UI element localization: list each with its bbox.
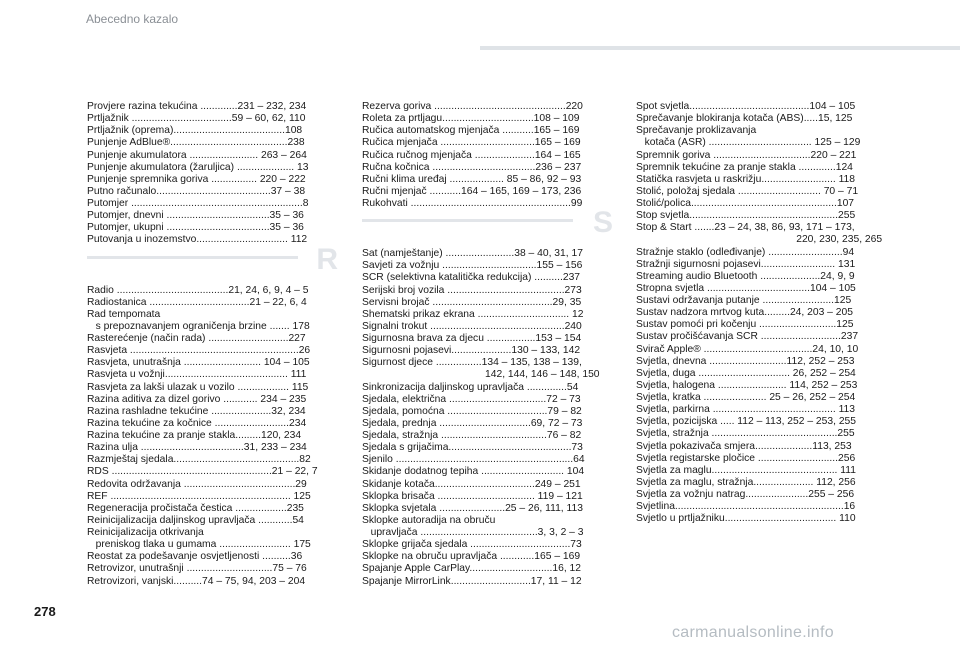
index-entry: Roleta za prtljagu................................108 – 109 (362, 113, 580, 125)
index-entry: Sigurnosna brava za djecu .................153 – 154 (362, 333, 582, 344)
index-entry: Sat (namještanje) ........................38 – 40, 31, 17 (362, 248, 583, 260)
index-entry: Stop svjetla....................................................255 (636, 210, 856, 222)
index-entry: Retrovizori, vanjski..........74 – 75, 94, 203 – 204 (87, 575, 306, 587)
index-entry: Rasvjeta, unutrašnja ........................... 104 – 105 (87, 357, 310, 369)
index-entry: Ručica ručnog mjenjača .....................164 – 165 (362, 149, 581, 161)
index-column-1 (87, 101, 342, 588)
index-entry: Svjetlina...........................................................16 (636, 501, 856, 513)
index-entry: Sjedala, prednja ................................69, 72 – 73 (362, 417, 583, 429)
index-column-3 (636, 101, 891, 525)
index-entry: Svjetla za maglu............................................ 111 (636, 464, 856, 476)
index-entry: Svjetla, duga ................................ 26, 252 – 254 (636, 367, 856, 379)
index-entry: Sklopke autoradija na obruču upravljača .........................................3, 3, 2 – 3 (362, 514, 584, 538)
index-entry: Svjetla, kratka ...................... 25 – 26, 252 – 254 (636, 392, 856, 403)
index-entry: Punjenje spremnika goriva ................ 220 – 222 (87, 173, 306, 185)
index-entry: Statička rasvjeta u raskrižju.......................... 118 (636, 173, 855, 185)
index-entry: Sjenilo ..............................................................64 (362, 454, 585, 466)
index-entry: Rukohvati ........................................................99 (362, 198, 583, 209)
index-entry: Reostat za podešavanje osvjetljenosti ..........36 (87, 551, 303, 563)
index-entry: Punjenje AdBlue®.........................................238 (87, 137, 305, 149)
index-entry: Rasterećenje (način rada) ............................227 (87, 333, 306, 344)
index-entry: Rasvjeta za lakši ulazak u vozilo .................. 115 (87, 381, 309, 393)
index-entry: Sustav pročišćavanja SCR ............................237 (636, 331, 859, 343)
index-entry: Svjetla registarske pločice ............................256 (636, 452, 856, 464)
index-entry: Putomjer, ukupni ....................................35 – 36 (87, 222, 304, 234)
index-entry: Rasvjeta ...........................................................26 (87, 345, 311, 357)
index-entry: Streaming audio Bluetooth .....................24, 9, 9 (636, 270, 855, 282)
section-letter: S (592, 206, 613, 240)
index-entry: Signalni trokut ...............................................240 (362, 320, 582, 332)
index-entry: Radiostanica ...................................21 – 22, 6, 4 (87, 296, 307, 308)
index-entry: Svjetla, dnevna ...........................112, 252 – 253 (636, 355, 855, 367)
index-entry: Serijski broj vozila .........................................273 (362, 284, 582, 296)
index-entry: Stop & Start .......23 – 24, 38, 86, 93, 171 – 173, 220, 230, 235, 265 (636, 222, 883, 246)
index-entry: Svjetlo u prtljažniku....................................... 110 (636, 513, 856, 525)
index-entry: Rezerva goriva ..............................................220 (362, 101, 583, 112)
index-entry: Sklopke grijača sjedala ...................................73 (362, 539, 582, 551)
index-entry: Svjetla, stražnja ............................................255 (636, 428, 855, 440)
index-entry: Razina aditiva za dizel gorivo ............ 234 – 235 (87, 393, 307, 405)
index-entry: Skidanje kotača...................................249 – 251 (362, 478, 581, 490)
letter-divider (362, 206, 617, 248)
index-entry: Punjenje akumulatora (žaruljica) .................... 13 (87, 161, 309, 173)
index-entry: Spremnik tekućine za pranje stakla .............124 (636, 161, 853, 173)
index-entry: Razina rashladne tekućine .....................32, 234 (87, 405, 306, 417)
index-entry: REF ............................................................... 125 (87, 490, 311, 502)
watermark: carmanualsonline.info (672, 624, 834, 641)
index-entry: Sklopke na obruču upravljača ............165 – 169 (362, 551, 581, 563)
index-entry: Sigurnost djece ................134 – 135, 138 – 139, 142, 144, 146 – 148, 150 (362, 357, 600, 381)
index-entry: Stražnje staklo (odleđivanje) ..........................94 (636, 246, 855, 258)
index-entry: Ručica automatskog mjenjača ...........165 – 169 (362, 125, 580, 137)
section-title: Abecedno kazalo (86, 12, 179, 26)
index-entry: Spot svjetla..........................................104 – 105 (636, 101, 856, 112)
index-entry: Svjetla za maglu, stražnja..................... 112, 256 (636, 476, 856, 488)
letter-divider (87, 242, 342, 285)
index-entry: Ručica mjenjača .................................165 – 169 (362, 137, 581, 149)
index-entry: Provjere razina tekućina .............231 – 232, 234 (87, 101, 307, 112)
index-entry: Svirač Apple® ......................................24, 10, 10 (636, 343, 859, 355)
index-entry: Prtljažnik ...................................59 – 60, 62, 110 (87, 113, 306, 125)
index-entry: Spajanje MirrorLink............................17, 11 – 12 (362, 575, 582, 587)
index-entry: Servisni brojač ..........................................29, 35 (362, 296, 582, 308)
index-entry: Sjedala, električna ..................................72 – 73 (362, 393, 581, 405)
index-entry: Regeneracija pročistača čestica ..................235 (87, 502, 304, 514)
index-entry: Stolić, položaj sjedala ............................. 70 – 71 (636, 185, 859, 197)
index-entry: Svjetla, parkirna ........................................... 113 (636, 404, 855, 416)
index-entry: Rad tempomata s prepoznavanjem ograničenja brzine ....... 178 (87, 308, 310, 332)
index-entry: Spremnik goriva ..................................220 – 221 (636, 149, 857, 161)
index-entry: Skidanje dodatnog tepiha ............................. 104 (362, 466, 585, 478)
index-entry: Reinicijalizacija otkrivanja preniskog tlaka u gumama ......................... 175 (87, 527, 311, 551)
index-entry: Punjenje akumulatora ........................ 263 – 264 (87, 149, 307, 161)
index-entry: Radio .......................................21, 24, 6, 9, 4 – 5 (87, 284, 309, 296)
divider-rule (87, 256, 298, 259)
index-entry: SCR (selektivna katalitička redukcija) ..........237 (362, 272, 581, 284)
index-entry: Sklopka brisača .................................. 119 – 121 (362, 490, 583, 502)
index-entry: Sigurnosni pojasevi.....................130 – 133, 142 (362, 345, 581, 357)
index-entry: Shematski prikaz ekrana ................................ 12 (362, 308, 584, 320)
index-entry: Redovita održavanja .......................................29 (87, 478, 307, 490)
index-entry: Razina tekućine za pranje stakla.........120, 234 (87, 430, 302, 441)
index-entry: Svjetla, pozicijska ..... 112 – 113, 252 – 253, 255 (636, 416, 857, 428)
index-entry: Spajanje Apple CarPlay.............................16, 12 (362, 563, 582, 575)
index-entry: Razina tekućine za kočnice ..........................234 (87, 417, 307, 429)
index-entry: Sustav nadzora mrtvog kuta.........24, 203 – 205 (636, 307, 853, 319)
index-entry: Sprečavanje proklizavanja kotača (ASR) .................................... 125 – 129 (636, 125, 861, 149)
index-entry: Svjetla za vožnju natrag......................255 – 256 (636, 489, 855, 500)
index-entry: Rasvjeta u vožnji........................................... 111 (87, 369, 307, 381)
index-entry: Savjeti za vožnju .................................155 – 156 (362, 260, 583, 272)
index-entry: RDS ........................................................21 – 22, 7 (87, 466, 318, 478)
index-entry: Stropna svjetla ....................................104 – 105 (636, 282, 856, 294)
index-entry: Putovanja u inozemstvo................................ 112 (87, 234, 308, 246)
index-entry: Sjedala, pomoćna ...................................79 – 82 (362, 405, 582, 417)
page-number: 278 (34, 604, 56, 619)
index-entry: Prtljažnik (oprema).......................................108 (87, 125, 303, 137)
section-letter: R (316, 242, 338, 276)
index-column-2 (362, 101, 617, 588)
index-entry: Stražnji sigurnosni pojasevi.......................... 131 (636, 258, 856, 270)
index-entry: Razmještaj sjedala............................................82 (87, 454, 311, 466)
index-entry: Sprečavanje blokiranja kotača (ABS).....15, 125 (636, 113, 853, 125)
index-entry: Retrovizor, unutrašnji ..............................75 – 76 (87, 563, 307, 575)
index-entry: Sjedala, stražnja .....................................76 – 82 (362, 430, 582, 441)
index-entry: Putno računalo........................................37 – 38 (87, 185, 306, 197)
index-entry: Putomjer ............................................................8 (87, 198, 309, 209)
index-entry: Sjedala s grijačima...........................................73 (362, 442, 583, 454)
index-entry: Sustav pomoći pri kočenju ...........................125 (636, 319, 854, 331)
index-entry: Ručna kočnica ....................................236 – 237 (362, 161, 582, 173)
index-entry: Sklopka svjetala .......................25 – 26, 111, 113 (362, 502, 583, 514)
index-entry: Svjetla, halogena ........................ 114, 252 – 253 (636, 379, 858, 391)
index-entry: Ručni klima uređaj ................... 85 – 86, 92 – 93 (362, 173, 582, 185)
index-entry: Ručni mjenjač ...........164 – 165, 169 – 173, 236 (362, 185, 582, 197)
index-entry: Reinicijalizacija daljinskog upravljača ............54 (87, 514, 304, 526)
index-entry: Stolić/polica...................................................107 (636, 198, 855, 209)
index-entry: Sinkronizacija daljinskog upravljača ..............54 (362, 381, 579, 393)
divider-rule (362, 219, 573, 222)
index-entry: Svjetla pokazivača smjera....................113, 253 (636, 440, 852, 452)
header-divider (480, 46, 960, 50)
index-entry: Razina ulja ....................................31, 233 – 234 (87, 442, 307, 454)
index-entry: Putomjer, dnevni ....................................35 – 36 (87, 210, 304, 222)
index-entry: Sustavi održavanja putanje .........................125 (636, 295, 852, 306)
